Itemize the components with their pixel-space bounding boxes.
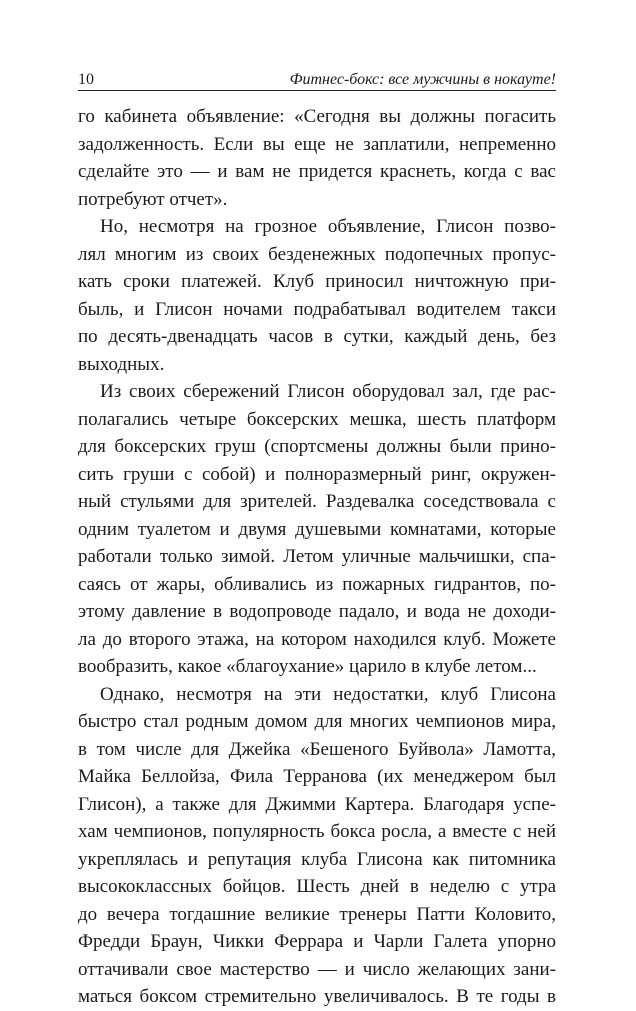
page-number: 10 (78, 71, 94, 88)
text-line: ла до второго этажа, на котором находился клуб. Можете (78, 628, 556, 650)
text-line: го кабинета объявление: «Сегодня вы должны погасить (78, 106, 556, 127)
text-line: укреплялась и репутация клуба Глисона как питомника (78, 848, 556, 870)
text-line: работали только зимой. Летом уличные мальчишки, спа- (78, 546, 556, 567)
text-line: вообразить, какое «благоухание» царило в клубе летом... (78, 656, 537, 677)
text-line: задолженность. Если вы еще не заплатили, непременно (78, 133, 556, 155)
text-line: Однако, несмотря на эти недостатки, клуб Глисона (100, 683, 556, 705)
paragraph (78, 378, 556, 681)
text-line: Фредди Браун, Чикки Феррара и Чарли Галета упорно (78, 931, 556, 952)
text-line: Из своих сбережений Глисон оборудовал зал, где рас- (100, 381, 556, 402)
paragraph (78, 103, 556, 213)
text-line: ный стульями для зрителей. Раздевалка соседствовала с (78, 491, 556, 512)
text-line: кать сроки платежей. Клуб приносил ничтожную при- (78, 271, 556, 292)
text-line: потребуют отчет». (78, 188, 228, 210)
text-line: для боксерских груш (спортсмены должны были прино- (78, 436, 556, 457)
text-line: лял многим из своих безденежных подопечных пропус- (78, 243, 556, 265)
book-page (78, 62, 556, 1011)
text-line: в том числе для Джейка «Бешеного Буйвола» Ламотта, (78, 738, 556, 760)
body-text (78, 103, 556, 1011)
text-line: Глисон), а также для Джимми Картера. Благодаря успе- (78, 793, 556, 815)
text-line: по десять-двенадцать часов в сутки, каждый день, без (78, 326, 556, 347)
text-line: маться боксом стремительно увеличивалось. В те годы в (78, 986, 556, 1007)
running-title: Фитнес-бокс: все мужчины в нокауте! (289, 71, 556, 88)
paragraph (78, 213, 556, 378)
text-line: быстро стал родным домом для многих чемпионов мира, (78, 711, 556, 732)
text-line: Но, несмотря на грозное объявление, Глисон позво- (100, 216, 556, 237)
running-head (78, 62, 556, 91)
text-line: хам чемпионов, популярность бокса росла, а вместе с ней (78, 821, 556, 842)
text-line: этому давление в водопроводе падало, и вода не доходи- (78, 601, 556, 622)
paragraph (78, 681, 556, 1011)
text-line: до вечера тогдашние великие тренеры Патти Коловито, (78, 903, 556, 925)
text-line: сделайте это — и вам не придется краснеть, когда с вас (78, 161, 556, 182)
text-line: выходных. (78, 353, 165, 375)
text-line: сить груши с собой) и полноразмерный ринг, окружен- (78, 463, 556, 485)
text-line: быль, и Глисон ночами подрабатывал водителем такси (78, 298, 556, 320)
text-line: саясь от жары, обливались из пожарных гидрантов, по- (78, 573, 556, 595)
text-line: оттачивали свое мастерство — и число желающих зани- (78, 958, 556, 980)
text-line: одним туалетом и двумя душевыми комнатами, которые (78, 518, 556, 540)
text-line: полагались четыре боксерских мешка, шесть платформ (78, 408, 556, 430)
text-line: высококлассных бойцов. Шесть дней в неделю с утра (78, 876, 556, 897)
text-line: Майка Беллойза, Фила Терранова (их менеджером был (78, 766, 556, 787)
